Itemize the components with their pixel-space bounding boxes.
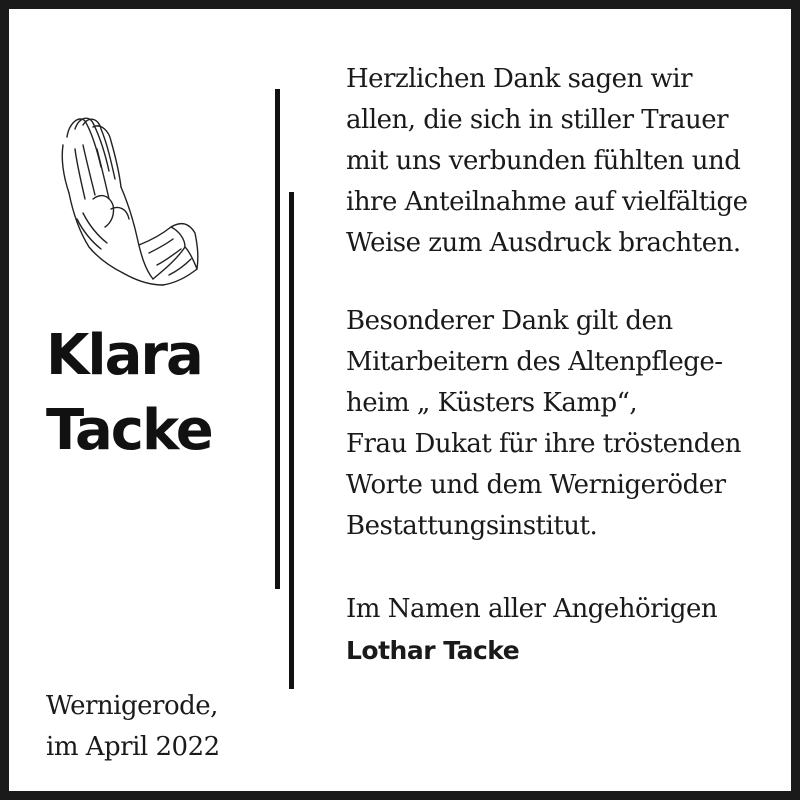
text-line: mit uns verbunden fühlten und — [346, 146, 741, 176]
text-line: Besonderer Dank gilt den — [346, 306, 673, 336]
deceased-first-name: Klara — [46, 323, 202, 388]
text-line: ihre Anteilnahme auf vielfältige — [346, 187, 748, 217]
text-line: Herzlichen Dank sagen wir — [346, 64, 693, 94]
special-thanks-paragraph — [346, 301, 741, 547]
on-behalf-line: Im Namen aller Angehörigen — [346, 594, 718, 624]
text-line: Worte und dem Wernigeröder — [346, 470, 726, 500]
thanks-paragraph — [346, 59, 748, 264]
deceased-last-name: Tacke — [46, 398, 212, 463]
text-line: Mitarbeitern des Altenpflege- — [346, 347, 723, 377]
text-line: Weise zum Ausdruck brachten. — [346, 228, 741, 258]
text-line: allen, die sich in stiller Trauer — [346, 105, 729, 135]
date-line: im April 2022 — [46, 732, 220, 762]
divider-line-left — [275, 89, 280, 589]
text-line: Frau Dukat für ihre tröstenden — [346, 429, 741, 459]
text-line: heim „ Küsters Kamp“, — [346, 388, 638, 418]
signer-name: Lothar Tacke — [346, 636, 520, 665]
closing-block — [346, 589, 717, 671]
text-line: Bestattungsinstitut. — [346, 511, 598, 541]
divider-line-right — [289, 192, 294, 689]
place-date — [46, 686, 220, 768]
praying-hands-icon — [53, 109, 203, 295]
place-line: Wernigerode, — [46, 691, 218, 721]
